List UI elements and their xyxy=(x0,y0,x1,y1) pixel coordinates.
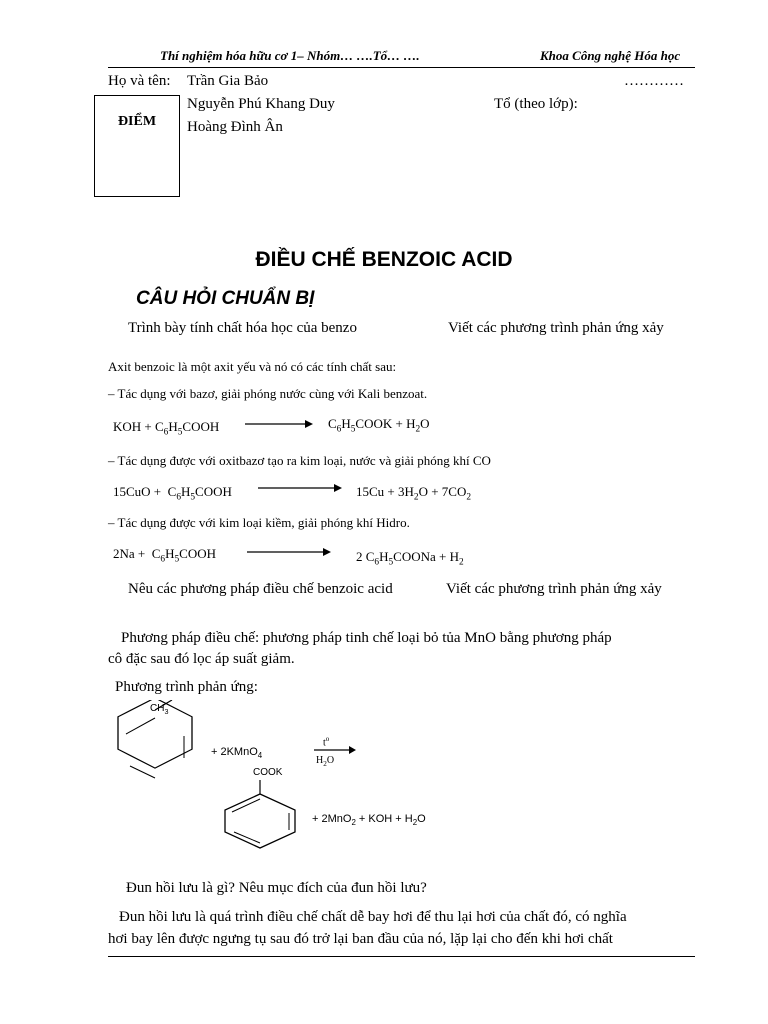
potassium-benzoate-structure-icon xyxy=(210,780,310,850)
dots: ………… xyxy=(624,73,684,89)
answer-3-line-2: hơi bay lên được ngưng tụ sau đó trở lại ban đầu của nó, lặp lại cho đến khi hơi chất xyxy=(108,931,613,947)
property-1: – Tác dụng với bazơ, giải phóng nước cùng với Kali benzoat. xyxy=(108,386,428,401)
arrow-icon xyxy=(245,418,313,430)
answer-3-line-1: Đun hồi lưu là quá trình điều chế chất dễ bay hơi để thu lại hơi của chất đó, có nghĩa xyxy=(119,909,627,925)
condition-bottom: $H_2O$ xyxy=(316,755,335,768)
group-label: Tổ (theo lớp): xyxy=(494,96,578,112)
header-left: Thí nghiệm hóa hữu cơ 1– Nhóm… ….Tổ… …. xyxy=(160,48,420,63)
student-name-3: Hoàng Đình Ân xyxy=(187,119,283,135)
equation-2-products: $15Cu + 3H_2O + 7CO_2$ xyxy=(356,484,472,503)
score-label: ĐIỂM xyxy=(117,114,157,129)
question-2-left: Nêu các phương pháp điều chế benzoic acid xyxy=(128,581,393,597)
ch3-label: $CH_3$ xyxy=(150,703,169,716)
equation-3-products: 2 $C_6H_5COONa + H_2$ xyxy=(356,549,464,568)
arrow-icon xyxy=(247,546,331,558)
products-label: + 2MnO$_2$ + KOH + $H_2O$ xyxy=(312,813,426,828)
page-title: ĐIỀU CHẾ BENZOIC ACID xyxy=(255,248,513,271)
equation-3-reactants: $2Na + C_6H_5COOH$ xyxy=(113,546,216,565)
question-1-right: Viết các phương trình phản ứng xảy xyxy=(448,320,664,336)
reagent-label: + 2KMnO$_4$ xyxy=(211,746,263,761)
question-3: Đun hồi lưu là gì? Nêu mục đích của đun hồi lưu? xyxy=(126,880,427,896)
name-label: Họ và tên: xyxy=(108,73,171,89)
score-box xyxy=(94,95,180,197)
arrow-icon xyxy=(258,482,342,494)
header-rule xyxy=(108,67,695,68)
cook-label: COOK xyxy=(253,767,283,778)
property-2: – Tác dụng được với oxitbazơ tạo ra kim loại, nước và giải phóng khí CO xyxy=(108,453,491,468)
header-right: Khoa Công nghệ Hóa học xyxy=(540,48,681,63)
question-1-left: Trình bày tính chất hóa học của benzo xyxy=(128,320,357,336)
student-name-2: Nguyễn Phú Khang Duy xyxy=(187,96,335,112)
question-2-right: Viết các phương trình phản ứng xảy xyxy=(446,581,662,597)
section-subtitle: CÂU HỎI CHUẨN BỊ xyxy=(136,288,315,309)
footer-rule xyxy=(108,956,695,957)
equation-2-reactants: $15CuO + C_6H_5COOH$ xyxy=(113,484,232,503)
answer-2-line-1: Phương pháp điều chế: phương pháp tinh chế loại bỏ tủa MnO bằng phương pháp xyxy=(121,630,612,646)
answer-1-intro: Axit benzoic là một axit yếu và nó có các tính chất sau: xyxy=(108,359,397,374)
condition-top: $t^o$ xyxy=(323,735,330,749)
reaction-label: Phương trình phản ứng: xyxy=(115,679,258,695)
reaction-arrow-icon xyxy=(314,745,356,755)
answer-2-line-2: cô đặc sau đó lọc áp suất giảm. xyxy=(108,651,295,667)
property-3: – Tác dụng được với kim loại kiềm, giải phóng khí Hidro. xyxy=(108,515,410,530)
student-name-1: Trần Gia Bảo xyxy=(187,73,269,89)
equation-1-products: $C_6H_5COOK + H_2O$ xyxy=(328,416,430,435)
equation-1-reactants: KOH + $C_6H_5COOH$ xyxy=(113,419,220,438)
